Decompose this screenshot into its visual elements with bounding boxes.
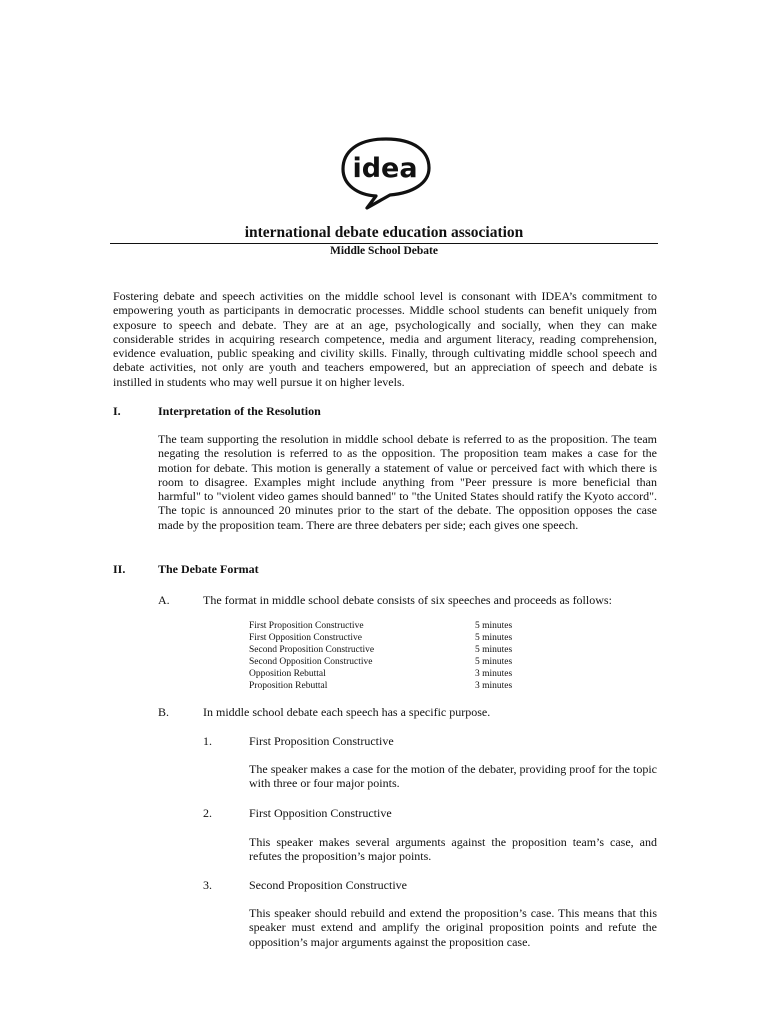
section-1-heading: Interpretation of the Resolution xyxy=(158,404,321,418)
speech-time: 5 minutes xyxy=(475,621,513,631)
subsection-b-text: In middle school debate each speech has a specific purpose. xyxy=(203,705,491,719)
speech-name: Second Opposition Constructive xyxy=(249,656,373,667)
subsection-a-letter: A. xyxy=(158,593,170,607)
speech-time: 5 minutes xyxy=(475,656,513,667)
table-row xyxy=(249,645,529,657)
speech-item-number: 2. xyxy=(203,806,212,820)
speech-name: Second Proposition Constructive xyxy=(249,644,375,655)
section-1-number: I. xyxy=(113,404,121,418)
speech-item-description: This speaker should rebuild and extend the proposition’s case. This means that this speaker must extend and amplify the original proposition points and refute the opposition’s major arguments against the proposition case. xyxy=(249,906,657,949)
speech-time: 3 minutes xyxy=(475,680,513,691)
subsection-a-text: The format in middle school debate consists of six speeches and proceeds as follows: xyxy=(203,593,612,607)
section-2-heading: The Debate Format xyxy=(158,562,259,576)
idea-logo xyxy=(339,132,433,210)
speech-name: Opposition Rebuttal xyxy=(249,668,326,679)
speech-item-description: This speaker makes several arguments against the proposition team’s case, and refutes the proposition’s major points. xyxy=(249,835,657,864)
speech-item-title: Second Proposition Constructive xyxy=(249,878,407,892)
table-row xyxy=(249,633,529,645)
table-row xyxy=(249,681,529,693)
subsection-b-letter: B. xyxy=(158,705,170,719)
logo-text: idea xyxy=(352,153,418,184)
table-row xyxy=(249,669,529,681)
intro-paragraph: Fostering debate and speech activities on the middle school level is consonant with IDEA’s commitment to empowering youth as participants in democratic processes. Middle school students can benefit uniquely from exposure to speech and debate. They are at an age, psychologically and socially, when they can make considerable strides in acquiring research competence, media and argument literacy, reading comprehension, evidence evaluation, public speaking and civility skills. Finally, through cultivating middle school speech and debate activities, not only are youth and teachers empowered, but an appreciation of speech and debate is instilled in students who may well pursue it on higher levels. xyxy=(113,289,657,389)
org-title: international debate education association xyxy=(244,224,524,241)
page-subtitle: Middle School Debate xyxy=(330,245,438,257)
speech-item-description: The speaker makes a case for the motion of the debater, providing proof for the topic with three or four major points. xyxy=(249,762,657,791)
speech-format-table xyxy=(249,621,529,692)
speech-item-title: First Opposition Constructive xyxy=(249,806,392,820)
header-rule xyxy=(110,243,658,244)
speech-item-title: First Proposition Constructive xyxy=(249,734,394,748)
speech-time: 5 minutes xyxy=(475,632,513,643)
speech-name: First Opposition Constructive xyxy=(249,632,362,643)
speech-time: 5 minutes xyxy=(475,644,513,655)
speech-item-number: 3. xyxy=(203,878,212,892)
speech-name: First Proposition Constructive xyxy=(249,621,364,631)
speech-name: Proposition Rebuttal xyxy=(249,680,328,691)
speech-item-number: 1. xyxy=(203,734,212,748)
table-row xyxy=(249,657,529,669)
speech-time: 3 minutes xyxy=(475,668,513,679)
section-2-number: II. xyxy=(113,562,126,576)
section-1-body: The team supporting the resolution in middle school debate is referred to as the proposition. The team negating the resolution is referred to as the opposition. The proposition team makes a case for the motion for debate. This motion is generally a statement of value or perceived fact with which there is room to disagree. Examples might include anything from "Peer pressure is more beneficial than harmful" to "violent video games should banned" to "the United States should ratify the Kyoto accord". The topic is announced 20 minutes prior to the start of the debate. The opposition opposes the case made by the proposition team. There are three debaters per side; each gives one speech. xyxy=(158,432,657,532)
table-row xyxy=(249,621,529,633)
